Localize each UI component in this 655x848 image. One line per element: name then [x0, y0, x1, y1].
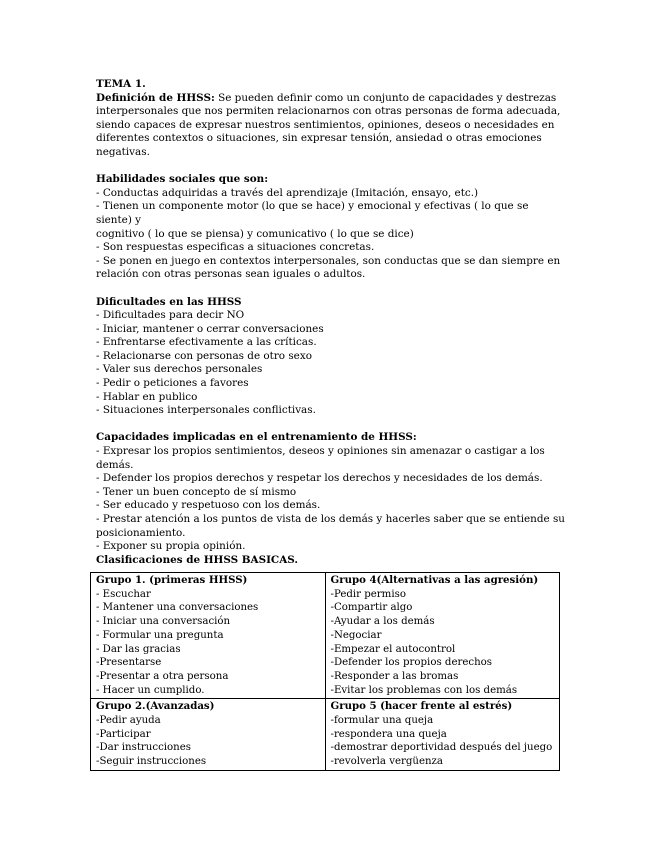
group-title: Grupo 4(Alternativas a las agresión)	[330, 574, 539, 586]
dificultades-line: - Enfrentarse efectivamente a las críticas.	[96, 336, 317, 349]
capacidades-line: posicionamiento.	[96, 526, 186, 539]
group-item: -respondera una queja	[330, 728, 447, 740]
capacidades-line: - Defender los propios derechos y respetar los derechos y necesidades de los demás.	[96, 472, 543, 485]
definition-paragraph	[96, 92, 566, 106]
group-item: -Defender los propios derechos	[330, 657, 492, 669]
capacidades-line: - Prestar atención a los puntos de vista de los demás y hacerles saber que se entiende su	[96, 513, 566, 525]
group-item: -Pedir ayuda	[96, 715, 161, 727]
clasificaciones-heading: Clasificaciones de HHSS BASICAS.	[96, 553, 299, 566]
definition-line: siendo capaces de expresar nuestros sentimientos, opiniones, deseos o necesidades en	[96, 118, 555, 131]
habilidades-line: cognitivo ( lo que se piensa) y comunicativo ( lo que se dice)	[96, 227, 414, 240]
habilidades-line: - Conductas adquiridas a través del aprendizaje (Imitación, ensayo, etc.)	[96, 186, 479, 199]
group-cell	[325, 699, 560, 771]
capacidades-line: - Exponer su propia opinión.	[96, 540, 246, 553]
group-item: - Iniciar una conversación	[96, 616, 231, 628]
group-cell	[91, 573, 326, 699]
habilidades-line: relación con otras personas sean iguales o adultos.	[96, 268, 366, 281]
dificultades-line: - Valer sus derechos personales	[96, 363, 263, 376]
definition-line: negativas.	[96, 145, 150, 158]
group-item: -revolverla vergüenza	[330, 756, 443, 768]
group-item: -Compartir algo	[330, 602, 413, 614]
dificultades-line: - Situaciones interpersonales conflictivas.	[96, 404, 316, 417]
definition-line: diferentes contextos o situaciones, sin expresar tensión, ansiedad o otras emociones	[96, 132, 542, 145]
group-item: -Ayudar a los demás	[330, 616, 435, 628]
habilidades-line: - Son respuestas especificas a situaciones concretas.	[96, 241, 375, 254]
group-title: Grupo 5 (hacer frente al estrés)	[330, 700, 513, 713]
group-item: -formular una queja	[330, 715, 434, 727]
dificultades-line: - Pedir o peticiones a favores	[96, 377, 249, 390]
capacidades-line: - Ser educado y respetuoso con los demás.	[96, 499, 321, 512]
table-row	[91, 699, 560, 771]
group-item: - Escuchar	[96, 588, 151, 600]
dificultades-line: - Hablar en publico	[96, 390, 198, 403]
definition-line: interpersonales que nos permiten relacionarnos con otras personas de forma adecuada,	[96, 105, 561, 118]
clasificaciones-table	[90, 572, 560, 771]
group-item: - Dar las gracias	[96, 643, 181, 655]
group-item: -Responder a las bromas	[330, 670, 459, 682]
group-item: -demostrar deportividad después del juego	[330, 742, 553, 754]
group-item: -Seguir instrucciones	[96, 756, 207, 768]
group-item: -Negociar	[330, 629, 382, 641]
dificultades-line: - Relacionarse con personas de otro sexo	[96, 349, 312, 362]
capacidades-line: - Tener un buen concepto de sí mismo	[96, 485, 297, 498]
group-item: -Presentar a otra persona	[96, 670, 229, 682]
habilidades-line: - Se ponen en juego en contextos interpersonales, son conductas que se dan siempre en	[96, 254, 561, 267]
dificultades-line: - Iniciar, mantener o cerrar conversaciones	[96, 322, 324, 335]
group-item: -Participar	[96, 728, 151, 740]
group-item: -Evitar los problemas con los demás	[330, 684, 518, 696]
capacidades-line: - Expresar los propios sentimientos, deseos y opiniones sin amenazar o castigar a los demás.	[96, 445, 545, 471]
table-row	[91, 573, 560, 699]
group-cell	[325, 573, 560, 699]
group-title: Grupo 1. (primeras HHSS)	[96, 574, 248, 586]
capacidades-heading: Capacidades implicadas en el entrenamiento de HHSS:	[96, 431, 417, 444]
dificultades-line: - Dificultades para decir NO	[96, 309, 245, 322]
habilidades-line: - Tienen un componente motor (lo que se hace) y emocional y efectivas ( lo que se siente) y	[96, 200, 529, 226]
group-item: - Formular una pregunta	[96, 629, 224, 641]
definition-line: Se pueden definir como un conjunto de capacidades y destrezas	[214, 91, 557, 104]
group-item: - Hacer un cumplido.	[96, 684, 205, 696]
group-item: - Mantener una conversaciones	[96, 602, 259, 614]
group-item: -Empezar el autocontrol	[330, 643, 456, 655]
group-item: -Dar instrucciones	[96, 742, 191, 754]
habilidades-heading: Habilidades sociales que son:	[96, 173, 269, 186]
group-title: Grupo 2.(Avanzadas)	[96, 700, 215, 713]
group-item: -Presentarse	[96, 657, 162, 669]
group-item: -Pedir permiso	[330, 588, 406, 600]
dificultades-heading: Dificultades en las HHSS	[96, 295, 242, 308]
page-title: TEMA 1.	[96, 78, 146, 90]
document-body	[96, 78, 566, 567]
group-cell	[91, 699, 326, 771]
definition-label: Definición de HHSS:	[96, 91, 215, 104]
